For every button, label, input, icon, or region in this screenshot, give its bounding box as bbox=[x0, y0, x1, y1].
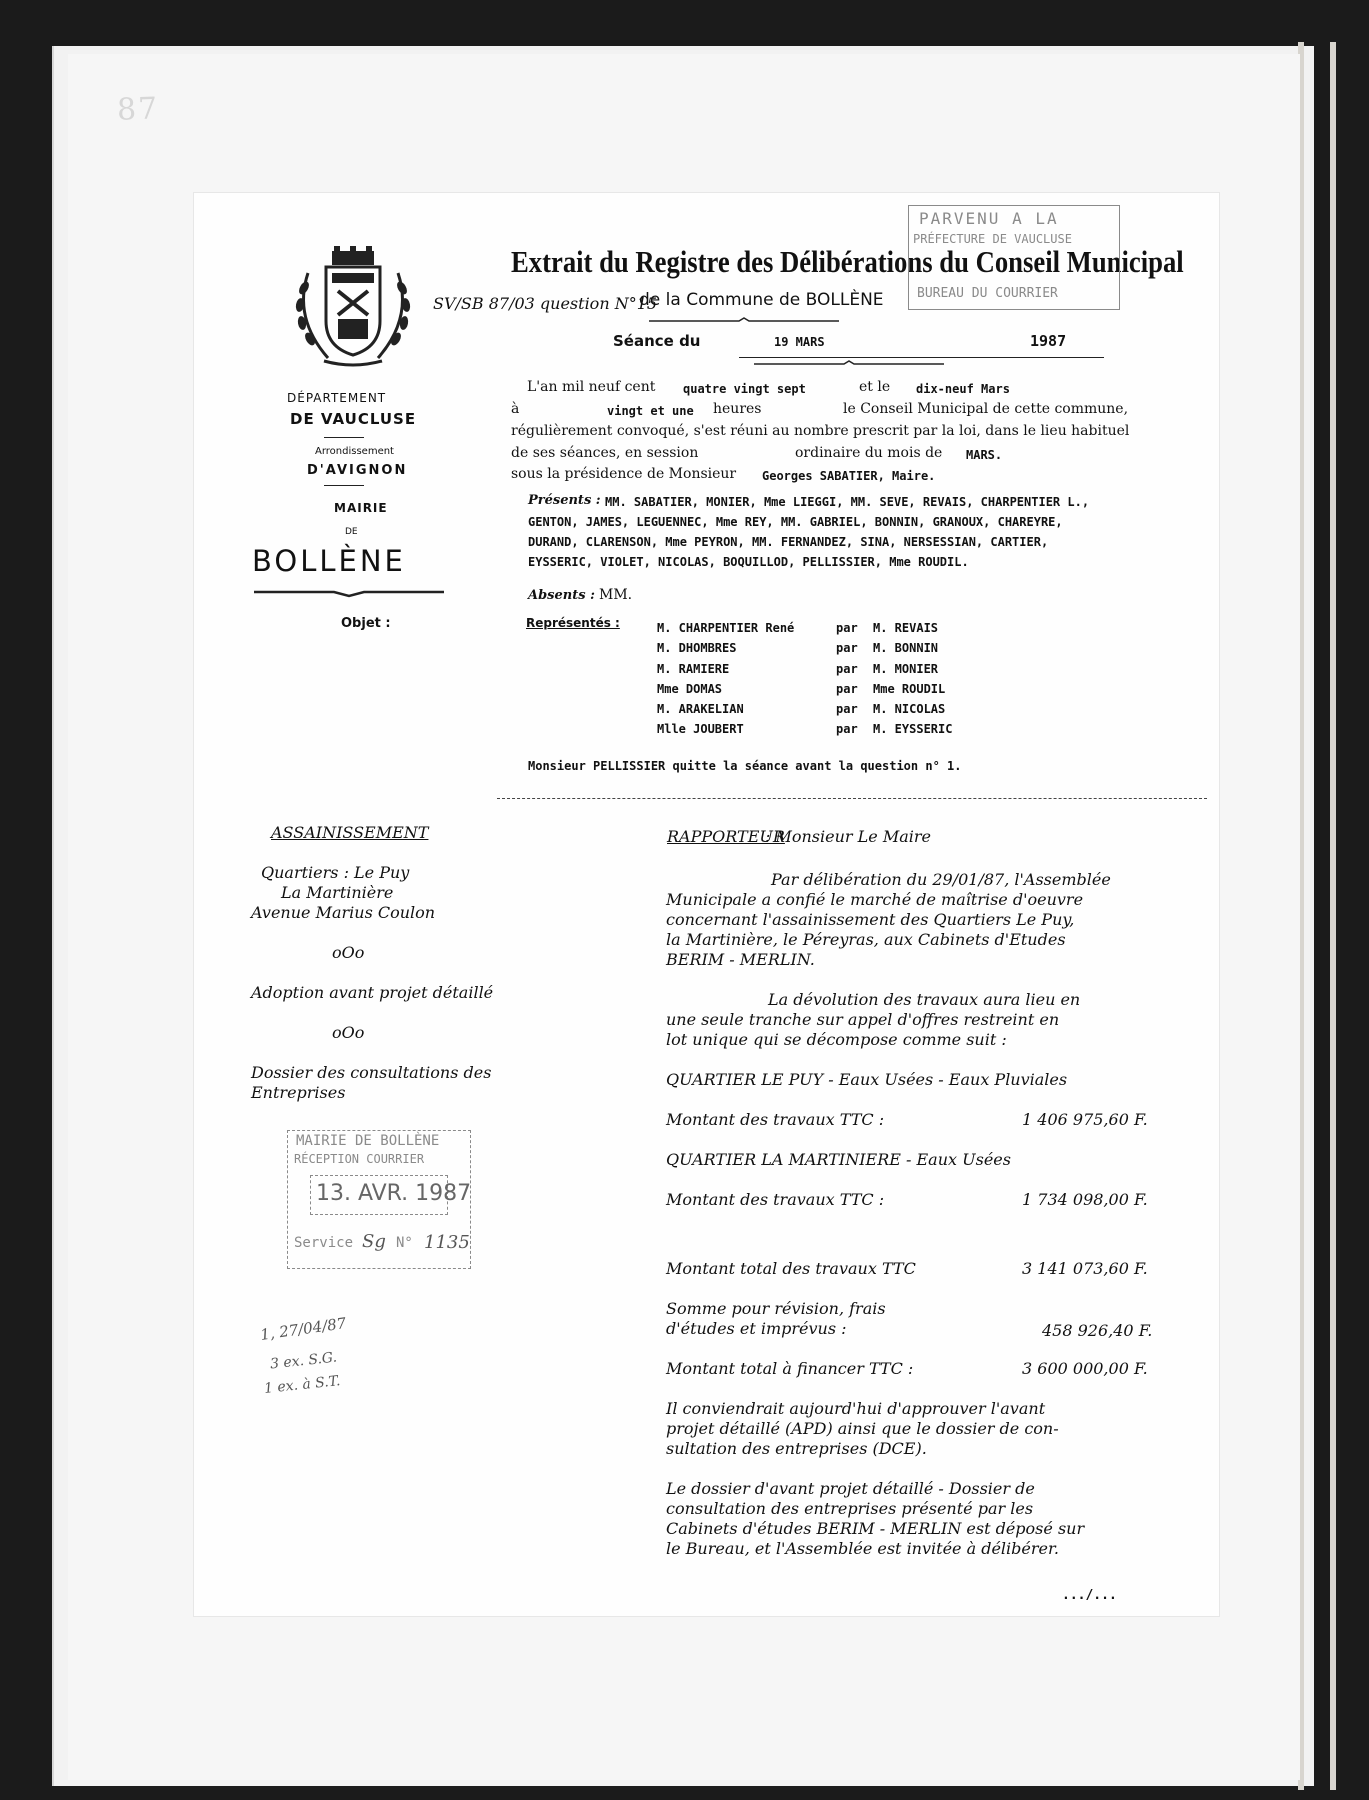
amount-value: 3 600 000,00 F. bbox=[1022, 1359, 1148, 1378]
amount-label: Montant des travaux TTC : bbox=[666, 1190, 885, 1209]
de-label: DE bbox=[345, 527, 358, 537]
stamp-date: 13. AVR. 1987 bbox=[316, 1181, 472, 1206]
town-name: BOLLÈNE bbox=[252, 544, 406, 578]
body-text: La dévolution des travaux aura lieu en bbox=[768, 990, 1081, 1009]
stamp-line: MAIRIE DE BOLLÈNE bbox=[296, 1133, 440, 1149]
arrondissement-label: Arrondissement bbox=[315, 446, 394, 457]
body-text: Municipale a confié le marché de maîtrise d'oeuvre bbox=[666, 890, 1084, 909]
proxy-name: M. NICOLAS bbox=[873, 702, 946, 717]
stamp-line: BUREAU DU COURRIER bbox=[917, 286, 1058, 301]
par-word: par bbox=[836, 722, 858, 737]
seance-date: 19 MARS bbox=[774, 335, 825, 349]
body-text: Il conviendrait aujourd'hui d'approuver l'avant bbox=[666, 1399, 1046, 1418]
folio-number: 87 bbox=[116, 91, 160, 128]
representes-names bbox=[657, 618, 794, 740]
date-underline bbox=[739, 357, 1104, 358]
amount-value: 1 406 975,60 F. bbox=[1022, 1110, 1148, 1129]
preamble-text: L'an mil neuf cent bbox=[527, 379, 656, 395]
body-text: lot unique qui se décompose comme suit : bbox=[666, 1030, 1007, 1049]
arrondissement: D'AVIGNON bbox=[307, 463, 408, 478]
body-text: une seule tranche sur appel d'offres restreint en bbox=[666, 1010, 1060, 1029]
amount-label: Montant total à financer TTC : bbox=[666, 1359, 914, 1378]
amount-label: Montant des travaux TTC : bbox=[666, 1110, 885, 1129]
proxy-name: M. MONIER bbox=[873, 661, 939, 676]
amount-value: 458 926,40 F. bbox=[1042, 1321, 1153, 1340]
represented-name: Mlle JOUBERT bbox=[657, 722, 744, 737]
par-word: par bbox=[836, 661, 858, 676]
amount-value: 3 141 073,60 F. bbox=[1022, 1259, 1148, 1278]
par-word: par bbox=[836, 702, 858, 717]
continued-marker: .../... bbox=[1062, 1588, 1117, 1603]
par-word: par bbox=[836, 641, 858, 656]
pencil-note: 1, 27/04/87 bbox=[259, 1314, 348, 1344]
body-text: Le dossier d'avant projet détaillé - Dossier de bbox=[666, 1479, 1035, 1498]
preamble-value: Georges SABATIER, Maire. bbox=[762, 469, 936, 483]
body-text: BERIM - MERLIN. bbox=[666, 950, 815, 969]
coat-of-arms-icon bbox=[288, 243, 418, 373]
objet-line: Dossier des consultations des bbox=[251, 1063, 492, 1082]
stamp-line: RÉCEPTION COURRIER bbox=[294, 1152, 425, 1166]
preamble-value: quatre vingt sept bbox=[683, 382, 806, 396]
preamble-value: MARS. bbox=[966, 448, 1003, 462]
presents-line: MM. SABATIER, MONIER, Mme LIEGGI, MM. SEVE, REVAIS, CHARPENTIER L., bbox=[605, 495, 1090, 509]
objet-line: Entreprises bbox=[251, 1083, 346, 1102]
representes-proxies bbox=[873, 618, 952, 740]
preamble-value: dix-neuf Mars bbox=[916, 382, 1010, 396]
amount-label: Somme pour révision, frais bbox=[666, 1299, 886, 1318]
preamble-text: heures bbox=[713, 401, 762, 417]
presents-line: GENTON, JAMES, LEGUENNEC, Mme REY, MM. GABRIEL, BONNIN, GRANOUX, CHAREYRE, bbox=[528, 515, 1063, 529]
deliberation-document bbox=[194, 193, 1219, 1616]
register-title: Extrait du Registre des Délibérations du Conseil Municipal bbox=[511, 244, 1184, 279]
proxy-name: Mme ROUDIL bbox=[873, 681, 946, 696]
pencil-note: 1 ex. à S.T. bbox=[263, 1373, 342, 1397]
preamble-text: sous la présidence de Monsieur bbox=[511, 466, 737, 482]
ornament-rule-icon bbox=[254, 586, 444, 598]
preamble-text: le Conseil Municipal de cette commune, bbox=[843, 401, 1129, 417]
objet-line: Quartiers : Le Puy bbox=[261, 863, 410, 882]
stamp-line: PARVENU A LA bbox=[919, 209, 1059, 228]
binder-edge bbox=[1330, 42, 1336, 1790]
represented-name: M. RAMIERE bbox=[657, 661, 730, 676]
divider bbox=[324, 437, 364, 438]
preamble-text: et le bbox=[859, 379, 891, 395]
preamble-text: régulièrement convoqué, s'est réuni au nombre prescrit par la loi, dans le lieu habituel bbox=[511, 423, 1130, 439]
representes-label: Représentés : bbox=[526, 616, 620, 630]
ornament-rule-icon bbox=[754, 359, 944, 369]
presents-line: DURAND, CLARENSON, Mme PEYRON, MM. FERNANDEZ, SINA, NERSESSIAN, CARTIER, bbox=[528, 535, 1049, 549]
preamble-text: à bbox=[511, 401, 520, 417]
quarter-title: QUARTIER LA MARTINIERE - Eaux Usées bbox=[666, 1150, 1011, 1169]
quarter-title: QUARTIER LE PUY - Eaux Usées - Eaux Pluviales bbox=[666, 1070, 1068, 1089]
amount-value: 1 734 098,00 F. bbox=[1022, 1190, 1148, 1209]
body-text: projet détaillé (APD) ainsi que le dossier de con- bbox=[666, 1419, 1059, 1438]
ornament-rule-icon bbox=[649, 316, 839, 326]
absents-label: Absents : bbox=[528, 588, 595, 603]
par-word: par bbox=[836, 621, 858, 635]
body-text: la Martinière, le Péreyras, aux Cabinets d'Etudes bbox=[666, 930, 1066, 949]
seance-label: Séance du bbox=[613, 332, 701, 350]
departure-note: Monsieur PELLISSIER quitte la séance avant la question n° 1. bbox=[528, 759, 962, 773]
presents-line: EYSSERIC, VIOLET, NICOLAS, BOQUILLOD, PELLISSIER, Mme ROUDIL. bbox=[528, 555, 969, 569]
represented-name: Mme DOMAS bbox=[657, 681, 723, 696]
objet-separator: oOo bbox=[332, 1023, 365, 1042]
amount-label: d'études et imprévus : bbox=[666, 1319, 847, 1338]
rapporteur-value: : Monsieur Le Maire bbox=[765, 827, 931, 846]
mairie-reception-stamp bbox=[287, 1130, 471, 1269]
represented-name: M. ARAKELIAN bbox=[657, 702, 744, 717]
rapporteur-label: RAPPORTEUR bbox=[667, 827, 785, 846]
body-text: concernant l'assainissement des Quartiers Le Puy, bbox=[666, 910, 1075, 929]
dashed-separator bbox=[497, 798, 1207, 799]
objet-separator: oOo bbox=[332, 943, 365, 962]
amount-label: Montant total des travaux TTC bbox=[666, 1259, 916, 1278]
preamble-text: ordinaire du mois de bbox=[795, 445, 943, 461]
stamp-line: PRÉFECTURE DE VAUCLUSE bbox=[913, 232, 1072, 246]
mairie-label: MAIRIE bbox=[334, 501, 388, 515]
objet-heading: ASSAINISSEMENT bbox=[271, 823, 429, 842]
proxy-name: M. BONNIN bbox=[873, 641, 939, 656]
preamble-value: vingt et une bbox=[607, 404, 694, 418]
stamp-service-label: Service bbox=[294, 1235, 354, 1251]
body-text: consultation des entreprises présenté par les bbox=[666, 1499, 1034, 1518]
objet-label: Objet : bbox=[341, 616, 391, 631]
divider bbox=[324, 485, 364, 486]
par-word: par bbox=[836, 681, 858, 696]
body-text: Par délibération du 29/01/87, l'Assemblée bbox=[771, 870, 1111, 889]
representes-par bbox=[836, 618, 858, 740]
pencil-note: 3 ex. S.G. bbox=[269, 1349, 338, 1373]
presents-label: Présents : bbox=[528, 493, 601, 508]
proxy-name: M. EYSSERIC bbox=[873, 722, 953, 737]
objet-line: Avenue Marius Coulon bbox=[251, 903, 436, 922]
departement: DE VAUCLUSE bbox=[290, 410, 417, 428]
prefecture-received-stamp bbox=[908, 205, 1120, 310]
seance-year: 1987 bbox=[1030, 332, 1067, 350]
represented-name: M. DHOMBRES bbox=[657, 641, 737, 656]
body-text: le Bureau, et l'Assemblée est invitée à délibérer. bbox=[666, 1539, 1059, 1558]
body-text: Cabinets d'études BERIM - MERLIN est déposé sur bbox=[666, 1519, 1085, 1538]
commune-line: de la Commune de BOLLÈNE bbox=[639, 290, 884, 310]
objet-line: Adoption avant projet détaillé bbox=[251, 983, 494, 1002]
represented-name: M. CHARPENTIER René bbox=[657, 621, 795, 635]
reference-number: SV/SB 87/03 question N°15 bbox=[433, 294, 658, 313]
preamble-text: de ses séances, en session bbox=[511, 445, 699, 461]
departement-label: DÉPARTEMENT bbox=[287, 391, 387, 405]
stamp-number-value: 1135 bbox=[424, 1232, 470, 1253]
absents-value: MM. bbox=[599, 587, 633, 603]
stamp-service-value: Sg bbox=[362, 1231, 386, 1252]
proxy-name: M. REVAIS bbox=[873, 621, 939, 635]
body-text: sultation des entreprises (DCE). bbox=[666, 1439, 927, 1458]
stamp-number-label: N° bbox=[396, 1235, 413, 1251]
objet-line: La Martinière bbox=[281, 883, 394, 902]
